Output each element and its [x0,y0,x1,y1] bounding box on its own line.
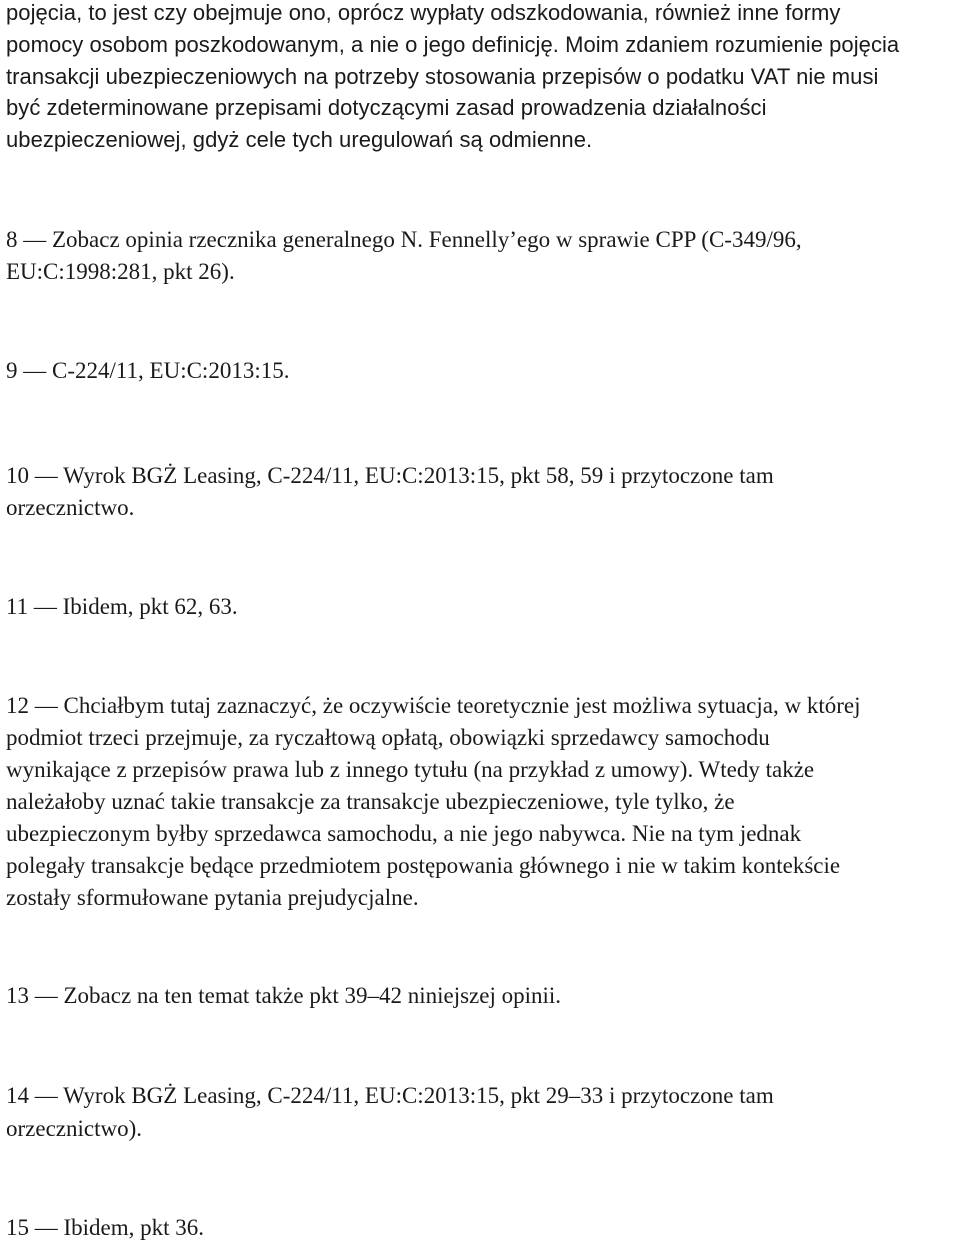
footnote-13-line: 13 ― Zobacz na ten temat także pkt 39–42 niniejszej opinii. [6,983,562,1008]
footnote-12-line: ubezpieczonym byłby sprzedawca samochodu, a nie jego nabywca. Nie na tym jednak [6,821,802,846]
footnote-8-line: 8 ― Zobacz opinia rzecznika generalnego N. Fennelly’ego w sprawie CPP (C‑349/96, [6,227,802,252]
footnote-12-line: polegały transakcje będące przedmiotem postępowania głównego i nie w takim kontekście [6,853,841,878]
footnote-12-line: należałoby uznać takie transakcje za transakcje ubezpieczeniowe, tyle tylko, że [6,789,735,814]
footnote-12-line: podmiot trzeci przejmuje, za ryczałtową opłatą, obowiązki sprzedawcy samochodu [6,725,770,750]
footnote-12-line: zostały sformułowane pytania prejudycjalne. [6,885,419,910]
footnote-14-line: orzecznictwo). [6,1116,143,1141]
footnote-12-line: 12 ― Chciałbym tutaj zaznaczyć, że oczywiście teoretycznie jest możliwa sytuacja, w której [6,693,861,718]
intro-line: transakcji ubezpieczeniowych na potrzeby stosowania przepisów o podatku VAT nie musi [6,64,879,89]
footnote-15-line: 15 ― Ibidem, pkt 36. [6,1215,205,1240]
footnote-8-line: EU:C:1998:281, pkt 26). [6,259,235,284]
footnote-10-line: orzecznictwo. [6,495,135,520]
footnote-12-line: wynikające z przepisów prawa lub z innego tytułu (na przykład z umowy). Wtedy także [6,757,815,782]
footnote-9-line: 9 ― C‑224/11, EU:C:2013:15. [6,358,290,383]
footnote-10-line: 10 ― Wyrok BGŻ Leasing, C‑224/11, EU:C:2013:15, pkt 58, 59 i przytoczone tam [6,463,774,488]
footnote-11-line: 11 ― Ibidem, pkt 62, 63. [6,594,238,619]
intro-line: być zdeterminowane przepisami dotyczącymi zasad prowadzenia działalności [6,95,767,120]
footnote-14-line: 14 ― Wyrok BGŻ Leasing, C‑224/11, EU:C:2013:15, pkt 29–33 i przytoczone tam [6,1083,774,1108]
intro-line: pomocy osobom poszkodowanym, a nie o jego definicję. Moim zdaniem rozumienie pojęcia [6,32,900,57]
intro-line: pojęcia, to jest czy obejmuje ono, oprócz wypłaty odszkodowania, również inne formy [6,0,841,25]
intro-line: ubezpieczeniowej, gdyż cele tych uregulowań są odmienne. [6,127,593,152]
